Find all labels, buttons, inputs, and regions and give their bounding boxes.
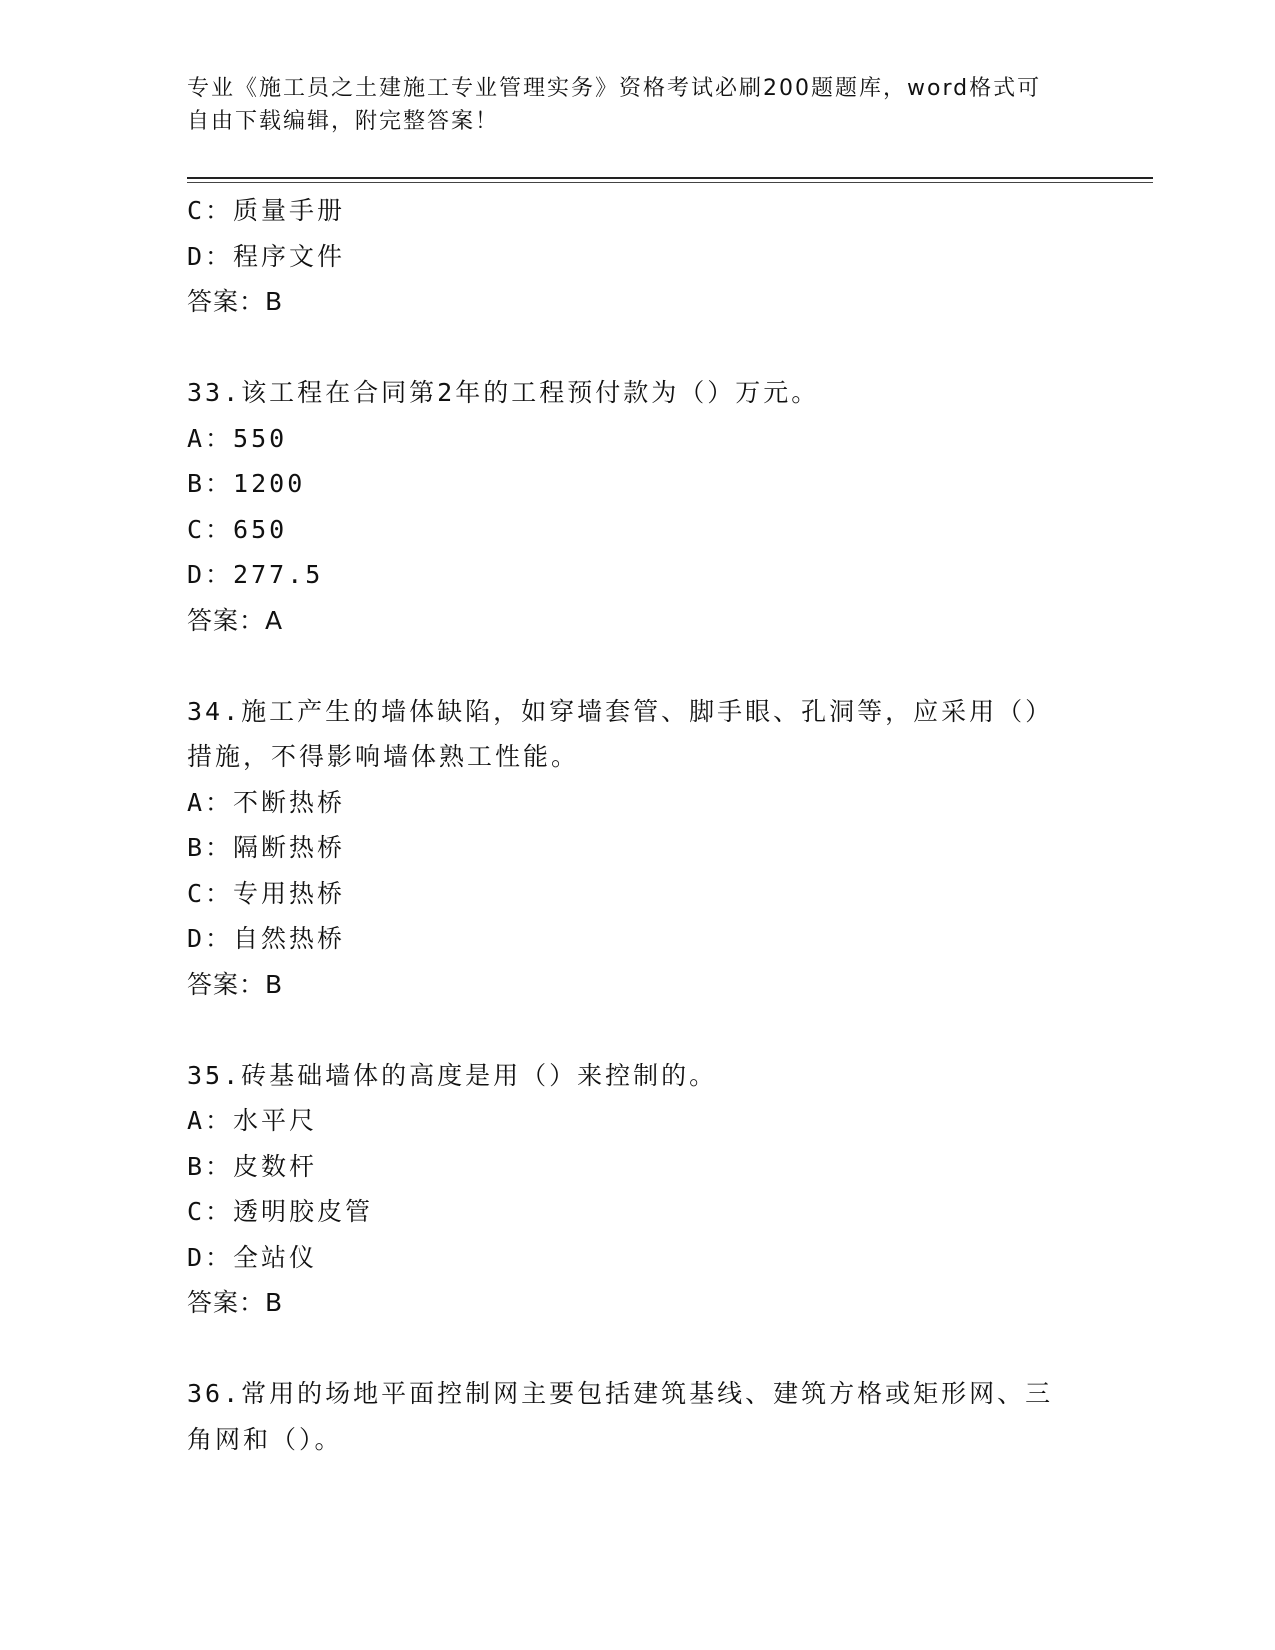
option-b: B：1200 bbox=[187, 469, 306, 498]
question-text: 34.施工产生的墙体缺陷，如穿墙套管、脚手眼、孔洞等，应采用（） bbox=[187, 696, 1054, 726]
option-b: B：隔断热桥 bbox=[187, 833, 346, 862]
question-content bbox=[187, 188, 1087, 1462]
answer-line: 答案：A bbox=[187, 605, 284, 635]
answer-line: 答案：B bbox=[187, 969, 284, 999]
option-a: A：不断热桥 bbox=[187, 787, 346, 817]
answer-line: 答案：B bbox=[187, 1288, 284, 1317]
question-text-cont: 措施，不得影响墙体熟工性能。 bbox=[187, 742, 580, 771]
question-36 bbox=[187, 1371, 1087, 1462]
option-d: D：全站仪 bbox=[187, 1242, 318, 1272]
question-33 bbox=[187, 370, 1087, 643]
question-text: 36.常用的场地平面控制网主要包括建筑基线、建筑方格或矩形网、三 bbox=[187, 1379, 1054, 1408]
option-c: C：650 bbox=[187, 514, 288, 544]
page-header bbox=[187, 72, 1087, 138]
option-d: D：程序文件 bbox=[187, 241, 346, 271]
option-d: D：277.5 bbox=[187, 560, 324, 589]
option-a: A：水平尺 bbox=[187, 1106, 318, 1135]
question-35 bbox=[187, 1053, 1087, 1326]
option-c: C：专用热桥 bbox=[187, 878, 346, 908]
option-c: C：透明胶皮管 bbox=[187, 1197, 374, 1226]
question-34 bbox=[187, 689, 1087, 1008]
question-text-cont: 角网和（）。 bbox=[187, 1424, 343, 1454]
answer-line: 答案：B bbox=[187, 287, 284, 316]
question-text: 35.砖基础墙体的高度是用（）来控制的。 bbox=[187, 1060, 718, 1090]
header-divider-thin bbox=[187, 182, 1153, 183]
option-d: D：自然热桥 bbox=[187, 924, 346, 953]
option-c: C：质量手册 bbox=[187, 196, 346, 225]
question-text: 33.该工程在合同第2年的工程预付款为（）万元。 bbox=[187, 378, 820, 407]
option-b: B：皮数杆 bbox=[187, 1151, 318, 1181]
header-line-1: 专业《施工员之土建施工专业管理实务》资格考试必刷200题题库，word格式可 bbox=[187, 76, 1042, 101]
header-divider-thick bbox=[187, 177, 1153, 179]
option-a: A：550 bbox=[187, 423, 288, 453]
header-line-2: 自由下载编辑，附完整答案！ bbox=[187, 109, 500, 134]
